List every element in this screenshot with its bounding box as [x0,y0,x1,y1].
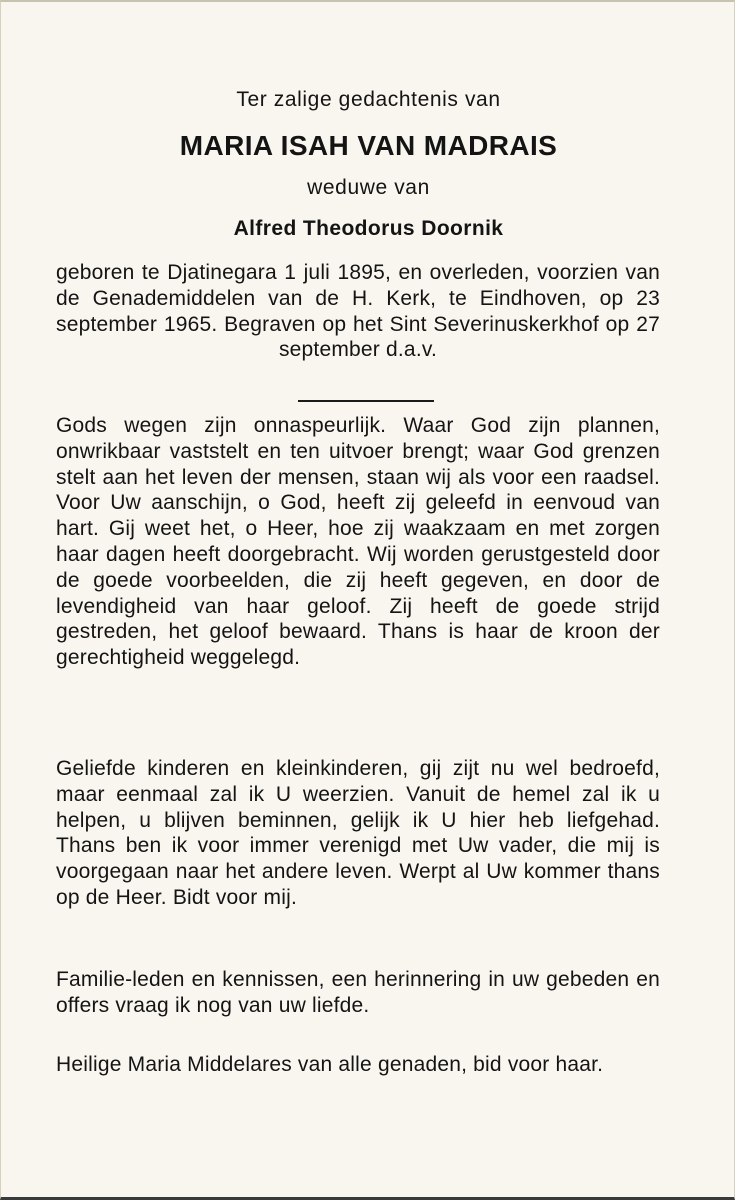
intro-line: Ter zalige gedachtenis van [236,88,501,111]
prayer-paragraph-1: Gods wegen zijn onnaspeurlijk. Waar God zijn plannen, onwrikbaar vaststelt en ten uitvoer brengt; waar God grenzen stelt aan het leven der mensen, staan wij als voor een raadsel. Voor Uw aanschijn, o God, heeft zij geleefd in eenvoud van hart. Gij weet het, o Heer, hoe zij waakzaam en met zorgen haar dagen heeft doorgebracht. Wij worden gerustgesteld door de goede voorbeelden, die zij heeft gegeven, en door de levendigheid van haar geloof. Zij heeft de goede strijd gestreden, het geloof bewaard. Thans is haar de kroon der gerechtigheid weggelegd. [56,414,660,670]
prayer-paragraph-3: Familie-leden en kennissen, een herinnering in uw gebeden en offers vraag ik nog van uw liefde. [56,968,660,1017]
separator-line [298,400,434,402]
deceased-name: MARIA ISAH VAN MADRAIS [179,130,558,161]
biography-paragraph: geboren te Djatinegara 1 juli 1895, en overleden, voorzien van de Genademiddelen van de H. Kerk, te Eindhoven, op 23 september 1965. Begraven op het Sint Severinuskerkhof op 27 september d.a.v. [56,261,660,362]
prayer-paragraph-2: Geliefde kinderen en kleinkinderen, gij zijt nu wel bedroefd, maar eenmaal zal ik U weerzien. Vanuit de hemel zal ik u helpen, u blijven beminnen, gelijk ik U hier heb liefgehad. Thans ben ik voor immer verenigd met Uw vader, die mij is voorgegaan naar het andere leven. Werpt al Uw kommer thans op de Heer. Bidt voor mij. [56,757,660,909]
prayer-paragraph-4: Heilige Maria Middelares van alle genaden, bid voor haar. [56,1053,604,1076]
husband-name: Alfred Theodorus Doornik [233,217,504,240]
widow-of-line: weduwe van [307,176,430,199]
